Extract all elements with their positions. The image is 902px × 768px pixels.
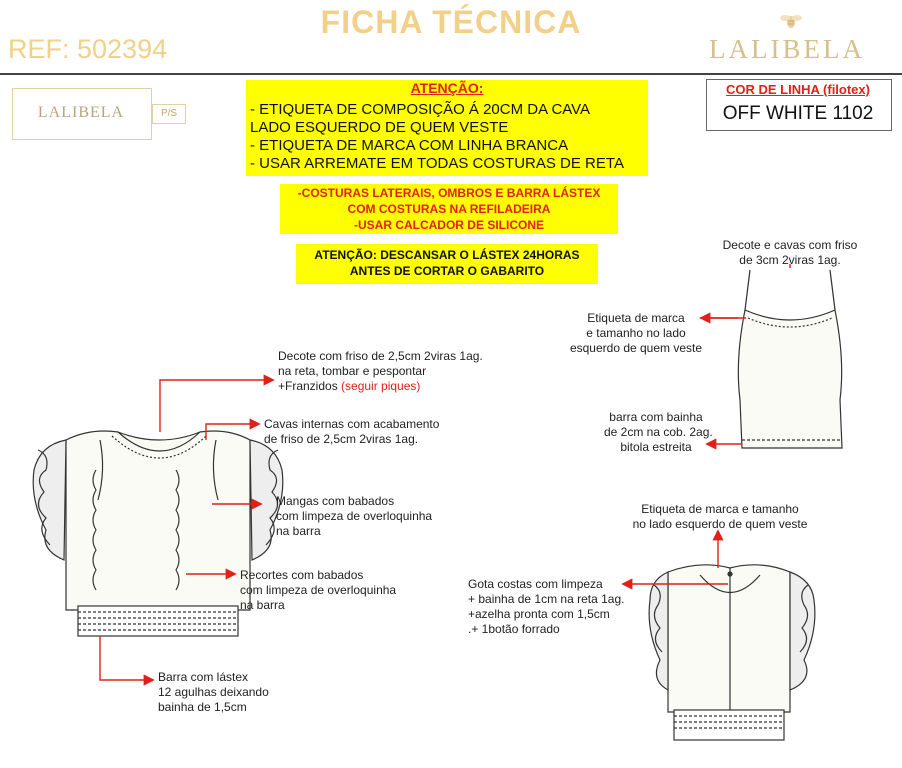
neckline-note: Decote com friso de 2,5cm 2viras 1ag. na reta, tombar e pespontar +Franzidos (seguir piques)	[278, 349, 483, 393]
brand-label-text: LALIBELA	[37, 104, 125, 121]
sleeve-note: Mangas com babados com limpeza de overloquinha na barra	[276, 494, 433, 538]
reference-code: REF: 502394	[8, 34, 168, 64]
page-title: FICHA TÉCNICA	[320, 4, 582, 40]
attention-line: - ETIQUETA DE MARCA COM LINHA BRANCA	[250, 137, 569, 154]
seams-line: COM COSTURAS NA REFILADEIRA	[347, 202, 551, 216]
rest-elastic-line: ATENÇÃO: DESCANSAR O LÁSTEX 24HORAS	[314, 248, 580, 262]
hem-elastic-note: Barra com lástex 12 agulhas deixando bainha de 1,5cm	[158, 670, 269, 714]
attention-line: LADO ESQUERDO DE QUEM VESTE	[250, 119, 509, 136]
back-label-note: Etiqueta de marca e tamanho no lado esquerdo de quem veste	[632, 502, 808, 531]
rest-elastic-line: ANTES DE CORTAR O GABARITO	[349, 264, 545, 278]
brand-logo: LALIBELA	[709, 34, 865, 64]
thread-color-value: OFF WHITE 1102	[722, 103, 874, 124]
lining-tank-sketch	[738, 270, 842, 448]
seams-line: -COSTURAS LATERAIS, OMBROS E BARRA LÁSTEX	[297, 186, 601, 200]
thread-color-title: COR DE LINHA (filotex)	[726, 82, 870, 97]
back-drop-note: Gota costas com limpeza + bainha de 1cm na reta 1ag. +azelha pronta com 1,5cm .+ 1botão forrado	[468, 577, 625, 636]
attention-heading: ATENÇÃO:	[410, 80, 484, 96]
panel-ruffle-note: Recortes com babados com limpeza de overloquinha na barra	[240, 568, 397, 612]
back-blouse-sketch	[649, 565, 815, 740]
size-label-tag: P/S	[152, 104, 186, 124]
lining-neck-note: Decote e cavas com friso de 3cm 2viras 1ag.	[722, 238, 858, 267]
attention-line: - ETIQUETA DE COMPOSIÇÃO Á 20CM DA CAVA	[250, 101, 591, 118]
lining-label-note: Etiqueta de marca e tamanho no lado esquerdo de quem veste	[569, 311, 703, 355]
armhole-note: Cavas internas com acabamento de friso de 2,5cm 2viras 1ag.	[264, 417, 440, 446]
attention-line: - USAR ARREMATE EM TODAS COSTURAS DE RETA	[250, 155, 624, 172]
seams-line: -USAR CALCADOR DE SILICONE	[353, 218, 544, 232]
lining-hem-note: barra com bainha de 2cm na cob. 2ag. bitola estreita	[604, 410, 713, 454]
